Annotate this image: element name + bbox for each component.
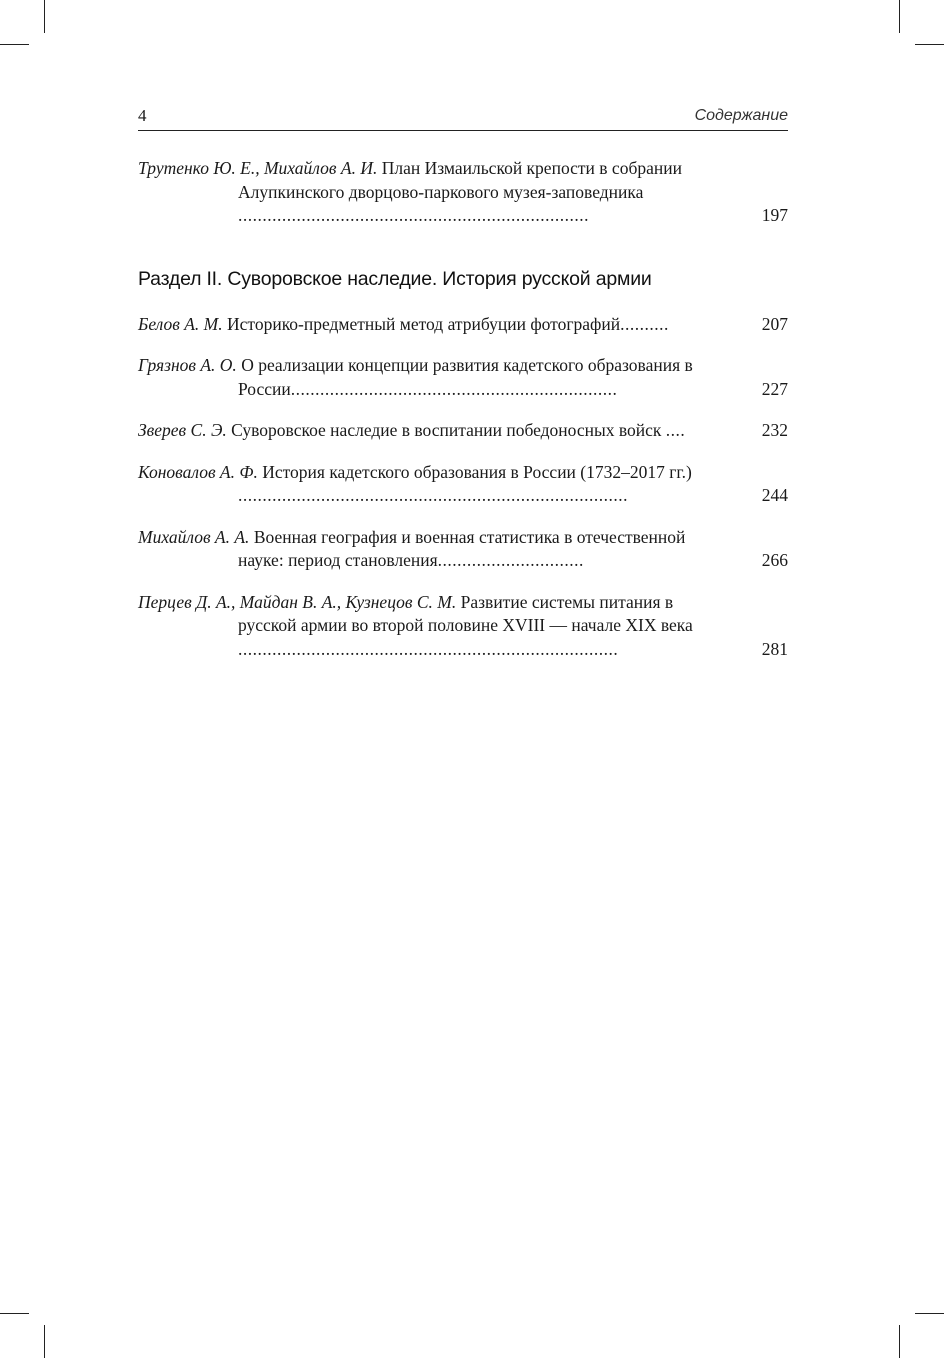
- toc-entry[interactable]: [138, 313, 788, 337]
- dot-leaders: ..........: [620, 313, 669, 334]
- entry-author: Белов А. М.: [138, 313, 223, 334]
- entry-author: Коновалов А. Ф.: [138, 461, 258, 482]
- toc-entry[interactable]: [138, 419, 788, 443]
- toc-entry[interactable]: [138, 526, 788, 573]
- dot-leaders: ...................................................................: [290, 378, 618, 399]
- dot-leaders: ........................................................................: [238, 205, 589, 225]
- toc-entry[interactable]: [138, 157, 788, 228]
- entry-title: План Измаильской крепости в собрании Алупкинского дворцово-паркового музея-заповедника: [238, 158, 682, 202]
- toc-entry[interactable]: [138, 591, 788, 662]
- running-title: Содержание: [694, 107, 788, 124]
- entry-page-number: 232: [761, 420, 788, 440]
- entry-title: Развитие системы питания в русской армии во второй половине XVIII — начале XIX века: [238, 591, 693, 635]
- toc-entry[interactable]: [138, 461, 788, 508]
- crop-mark-top-left-v: [44, 0, 45, 33]
- dot-leaders: ..............................................................................: [238, 638, 619, 659]
- crop-mark-top-right-v: [899, 0, 900, 33]
- crop-mark-bottom-left-v: [44, 1325, 45, 1358]
- entry-page-number: 207: [761, 313, 788, 334]
- crop-mark-top-left-h: [0, 44, 29, 45]
- entry-page-number: 197: [761, 205, 788, 225]
- crop-mark-bottom-left-h: [0, 1313, 29, 1314]
- entry-page-number: 266: [761, 550, 788, 570]
- crop-mark-bottom-right-h: [915, 1313, 944, 1314]
- entry-title: О реализации концепции развития кадетского образования в России: [238, 355, 693, 399]
- entry-author: Перцев Д. А., Майдан В. А., Кузнецов С. М.: [138, 591, 457, 612]
- crop-mark-top-right-h: [915, 44, 944, 45]
- entry-title: Военная география и военная статистика в отечественной науке: период становления: [238, 526, 686, 570]
- dot-leaders: ................................................................................: [238, 485, 628, 505]
- entry-title: Историко-предметный метод атрибуции фотографий: [227, 313, 621, 334]
- page-number: 4: [138, 106, 147, 125]
- entry-author: Михайлов А. А.: [138, 526, 250, 547]
- entry-page-number: 281: [761, 638, 788, 659]
- entry-page-number: 244: [761, 485, 788, 505]
- toc-entry[interactable]: [138, 354, 788, 401]
- section-heading: Раздел II. Суворовское наследие. История русской армии: [138, 267, 652, 290]
- page-header: [138, 104, 788, 131]
- dot-leaders: ..............................: [437, 550, 584, 570]
- table-of-contents: [138, 157, 788, 679]
- dot-leaders: ....: [665, 420, 686, 440]
- entry-author: Трутенко Ю. Е., Михайлов А. И.: [138, 158, 378, 178]
- crop-mark-bottom-right-v: [899, 1325, 900, 1358]
- entry-author: Зверев С. Э.: [138, 420, 227, 440]
- entry-author: Грязнов А. О.: [138, 355, 237, 375]
- entry-title: История кадетского образования в России (1732–2017 гг.): [262, 461, 692, 482]
- entry-title: Суворовское наследие в воспитании победоносных войск: [231, 420, 662, 440]
- entry-page-number: 227: [761, 378, 788, 399]
